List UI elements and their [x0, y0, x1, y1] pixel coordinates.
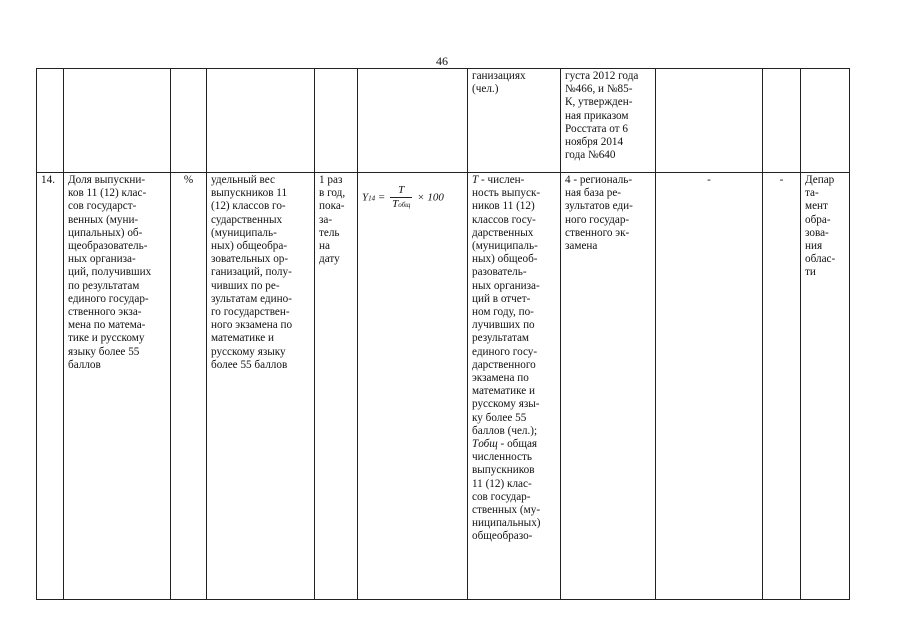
cell-unit: %: [171, 173, 207, 600]
table-row-continuation: [37, 69, 850, 173]
definition-line: дарственного: [472, 358, 536, 371]
source-line: Росстата от 6: [565, 122, 628, 135]
description-line: ганизаций, полу-: [211, 266, 292, 279]
definition-line: ность выпуск-: [472, 187, 541, 200]
definition-line: единого госу-: [472, 345, 538, 358]
cell-formula: [358, 69, 468, 173]
source-line: К, утвержден-: [565, 96, 633, 109]
definition-line: баллов (чел.);: [472, 424, 538, 437]
table-row-14: [37, 173, 850, 600]
description-line: удельный вес: [211, 174, 275, 186]
description-line: го государствен-: [211, 306, 290, 319]
cell-number: [37, 69, 64, 173]
source-line: ноября 2014: [565, 136, 624, 149]
page-number: 46: [436, 54, 448, 68]
cell-name: [64, 173, 171, 600]
definition-line: ном году, по-: [472, 306, 534, 319]
definition-line: сов государ-: [472, 490, 531, 503]
cell-col10: -: [763, 173, 801, 600]
definition-line: ганизациях: [472, 70, 526, 82]
definition-line: лучивших по: [472, 319, 535, 332]
formula-den-symbol: T: [392, 198, 399, 211]
cell-col9: -: [656, 173, 763, 600]
name-line: по результатам: [68, 279, 140, 292]
definition-line: русскому язы-: [472, 398, 540, 411]
name-line: мена по матема-: [68, 319, 146, 332]
cell-source: [561, 173, 656, 600]
cell-col10: [763, 69, 801, 173]
source-line: ственного эк-: [565, 226, 630, 239]
definition-line: ций в отчет-: [472, 292, 531, 305]
name-line: языку более 55: [68, 345, 140, 358]
definition-line: общеобразо-: [472, 530, 533, 543]
source-line: №466, и №85-: [565, 83, 633, 96]
definition-line: разователь-: [472, 266, 527, 279]
definition-line: (чел.): [472, 83, 499, 96]
description-line: ных) общеобра-: [211, 240, 288, 253]
formula-fraction: [390, 184, 412, 212]
name-line: тике и русскому: [68, 332, 145, 345]
source-line: замена: [565, 240, 598, 253]
description-line: (муниципаль-: [211, 226, 277, 239]
definition-line: ку более 55: [472, 411, 527, 424]
responsible-line: та-: [805, 187, 819, 200]
formula-den-sub: общ: [398, 201, 411, 210]
name-line: ственного экза-: [68, 306, 142, 319]
name-line: венных (муни-: [68, 213, 139, 226]
description-line: зовательных ор-: [211, 253, 289, 266]
cell-source: [561, 69, 656, 173]
responsible-line: облас-: [805, 253, 836, 266]
name-line: единого государ-: [68, 292, 149, 305]
definition-line: выпускников: [472, 464, 535, 477]
name-line: сов государст-: [68, 200, 137, 213]
description-line: зультатам едино-: [211, 292, 292, 305]
description-line: (12) классов го-: [211, 200, 286, 213]
responsible-line: Депар: [805, 174, 835, 186]
description-line: выпускников 11: [211, 187, 288, 200]
formula: [362, 184, 463, 212]
description-line: ного экзамена по: [211, 319, 293, 332]
definition-text: - числен-: [478, 174, 525, 186]
source-line: зультатов еди-: [565, 200, 633, 213]
cell-col9: [656, 69, 763, 173]
definition-line: [472, 174, 556, 187]
source-line: ного государ-: [565, 213, 630, 226]
symbol-Tobsh: Tобщ: [472, 438, 498, 451]
cell-periodicity: [315, 69, 358, 173]
formula-lhs-sub: 14: [368, 194, 376, 203]
responsible-line: обра-: [805, 213, 831, 226]
description-line: русскому языку: [211, 345, 286, 358]
cell-responsible: [801, 173, 850, 600]
source-line: года №640: [565, 149, 616, 162]
formula-lhs: Y: [362, 191, 369, 204]
source-line: густа 2012 года: [565, 70, 639, 82]
definition-line: классов госу-: [472, 213, 536, 226]
periodicity-line: дату: [319, 253, 340, 266]
formula-multiplier: × 100: [417, 191, 444, 204]
cell-name: [64, 69, 171, 173]
symbol-T: T: [472, 174, 479, 186]
responsible-line: ния: [805, 240, 823, 253]
formula-denominator: [390, 198, 412, 212]
description-line: математике и: [211, 332, 274, 345]
formula-equals: =: [377, 191, 386, 204]
cell-responsible: [801, 69, 850, 173]
periodicity-line: на: [319, 240, 330, 253]
responsible-line: мент: [805, 200, 828, 213]
cell-periodicity: [315, 173, 358, 600]
name-line: ных организа-: [68, 253, 136, 266]
cell-description: [207, 173, 315, 600]
name-line: Доля выпускни-: [68, 174, 146, 186]
indicator-table: [36, 68, 850, 600]
cell-definition: [468, 69, 561, 173]
periodicity-line: 1 раз: [319, 174, 343, 186]
description-line: более 55 баллов: [211, 358, 288, 371]
source-line: ная база ре-: [565, 187, 622, 200]
cell-description: [207, 69, 315, 173]
name-line: щеобразователь-: [68, 240, 148, 253]
definition-line: численность: [472, 451, 532, 464]
formula-numerator: T: [390, 184, 412, 198]
name-line: баллов: [68, 358, 101, 371]
definition-line: ных) общеоб-: [472, 253, 538, 266]
responsible-line: ти: [805, 266, 816, 279]
description-line: чивших по ре-: [211, 279, 280, 292]
source-line: ная приказом: [565, 109, 629, 122]
source-line: 4 - региональ-: [565, 174, 633, 186]
periodicity-line: за-: [319, 213, 333, 226]
description-line: сударственных: [211, 213, 283, 226]
name-line: ципальных) об-: [68, 226, 143, 239]
definition-line: (муниципаль-: [472, 240, 538, 253]
responsible-line: зова-: [805, 226, 829, 239]
definition-line: ственных (му-: [472, 504, 541, 517]
periodicity-line: пока-: [319, 200, 345, 213]
periodicity-line: в год,: [319, 187, 346, 200]
cell-definition: [468, 173, 561, 600]
definition-line: ников 11 (12): [472, 200, 535, 213]
definition-line: дарственных: [472, 226, 534, 239]
definition-line: ниципальных): [472, 517, 541, 530]
definition-line: математике и: [472, 385, 535, 398]
cell-formula: [358, 173, 468, 600]
definition-line: экзамена по: [472, 372, 529, 385]
definition-line: ных организа-: [472, 279, 540, 292]
definition-line: 11 (12) клас-: [472, 477, 532, 490]
periodicity-line: тель: [319, 226, 340, 239]
name-line: ций, получивших: [68, 266, 152, 279]
name-line: ков 11 (12) клас-: [68, 187, 147, 200]
definition-line: [472, 438, 556, 451]
cell-unit: [171, 69, 207, 173]
definition-text: - общая: [497, 438, 538, 451]
cell-number: 14.: [37, 173, 64, 600]
definition-line: результатам: [472, 332, 530, 345]
